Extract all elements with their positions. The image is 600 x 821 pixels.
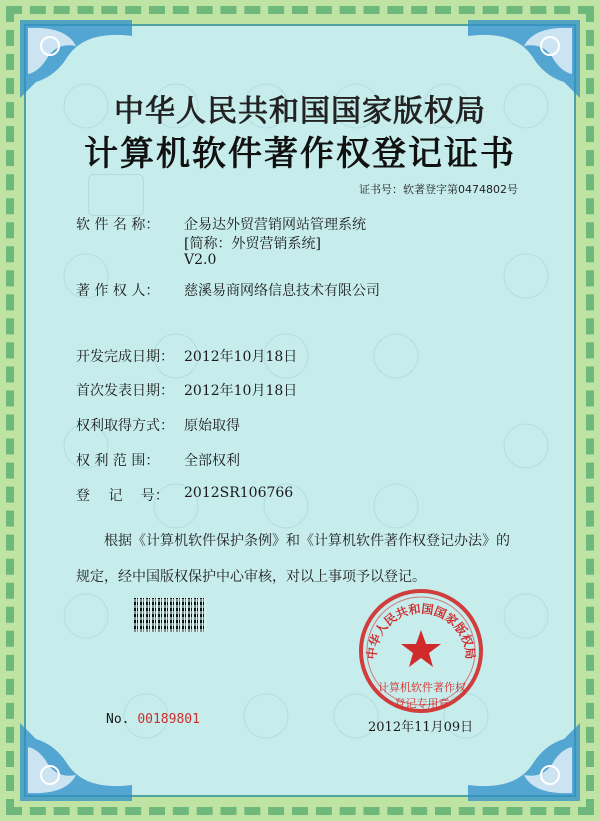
field-value: [简称：外贸营销系统] — [184, 236, 321, 252]
barcode-icon — [134, 598, 206, 632]
serial-prefix: No. — [106, 712, 130, 727]
field-value: 慈溪易商网络信息技术有限公司 — [184, 283, 380, 299]
field-value: V2.0 — [184, 252, 217, 268]
field-value: 2012年10月18日 — [184, 349, 298, 365]
corner-ornament-bottom-right — [464, 719, 584, 805]
issue-date: 2012年11月09日 — [368, 720, 474, 735]
corner-ornament-bottom-left — [16, 719, 136, 805]
seal-ring-text: 中华人民共和国国家版权局 — [364, 601, 478, 660]
body-text-line-1: 根据《计算机软件保护条例》和《计算机软件著作权登记办法》的 — [104, 533, 510, 549]
certificate-title: 计算机软件著作权登记证书 — [84, 134, 516, 174]
certificate-number-label: 证书号： — [359, 183, 403, 196]
serial-number — [106, 712, 200, 727]
certificate-number-value: 软著登字第0474802号 — [403, 183, 518, 196]
seal-line-1: 计算机软件著作权 — [378, 681, 466, 694]
seal-line-2: 登记专用章 — [394, 697, 450, 710]
issuing-authority: 中华人民共和国国家版权局 — [114, 94, 486, 129]
watermark-logo-icon — [88, 174, 144, 216]
field-label: 权 利 范 围： — [76, 453, 160, 469]
body-text-line-2: 规定，经中国版权保护中心审核，对以上事项予以登记。 — [76, 569, 426, 585]
serial-value: 00189801 — [137, 712, 200, 727]
field-label: 软 件 名 称： — [76, 217, 160, 233]
field-label: 权利取得方式： — [76, 418, 174, 434]
field-label: 首次发表日期： — [76, 383, 174, 399]
field-value: 全部权利 — [184, 453, 240, 469]
field-value: 企易达外贸营销网站管理系统 — [184, 217, 366, 233]
field-value: 原始取得 — [184, 418, 240, 434]
seal-inner-text — [352, 680, 492, 712]
seal-star-icon — [401, 630, 441, 667]
field-label: 著 作 权 人： — [76, 283, 160, 299]
field-label: 开发完成日期： — [76, 349, 174, 365]
field-value: 2012年10月18日 — [184, 383, 298, 399]
field-value: 2012SR106766 — [184, 485, 294, 501]
certificate-number — [359, 181, 518, 197]
field-label: 登 记 号： — [76, 488, 169, 504]
